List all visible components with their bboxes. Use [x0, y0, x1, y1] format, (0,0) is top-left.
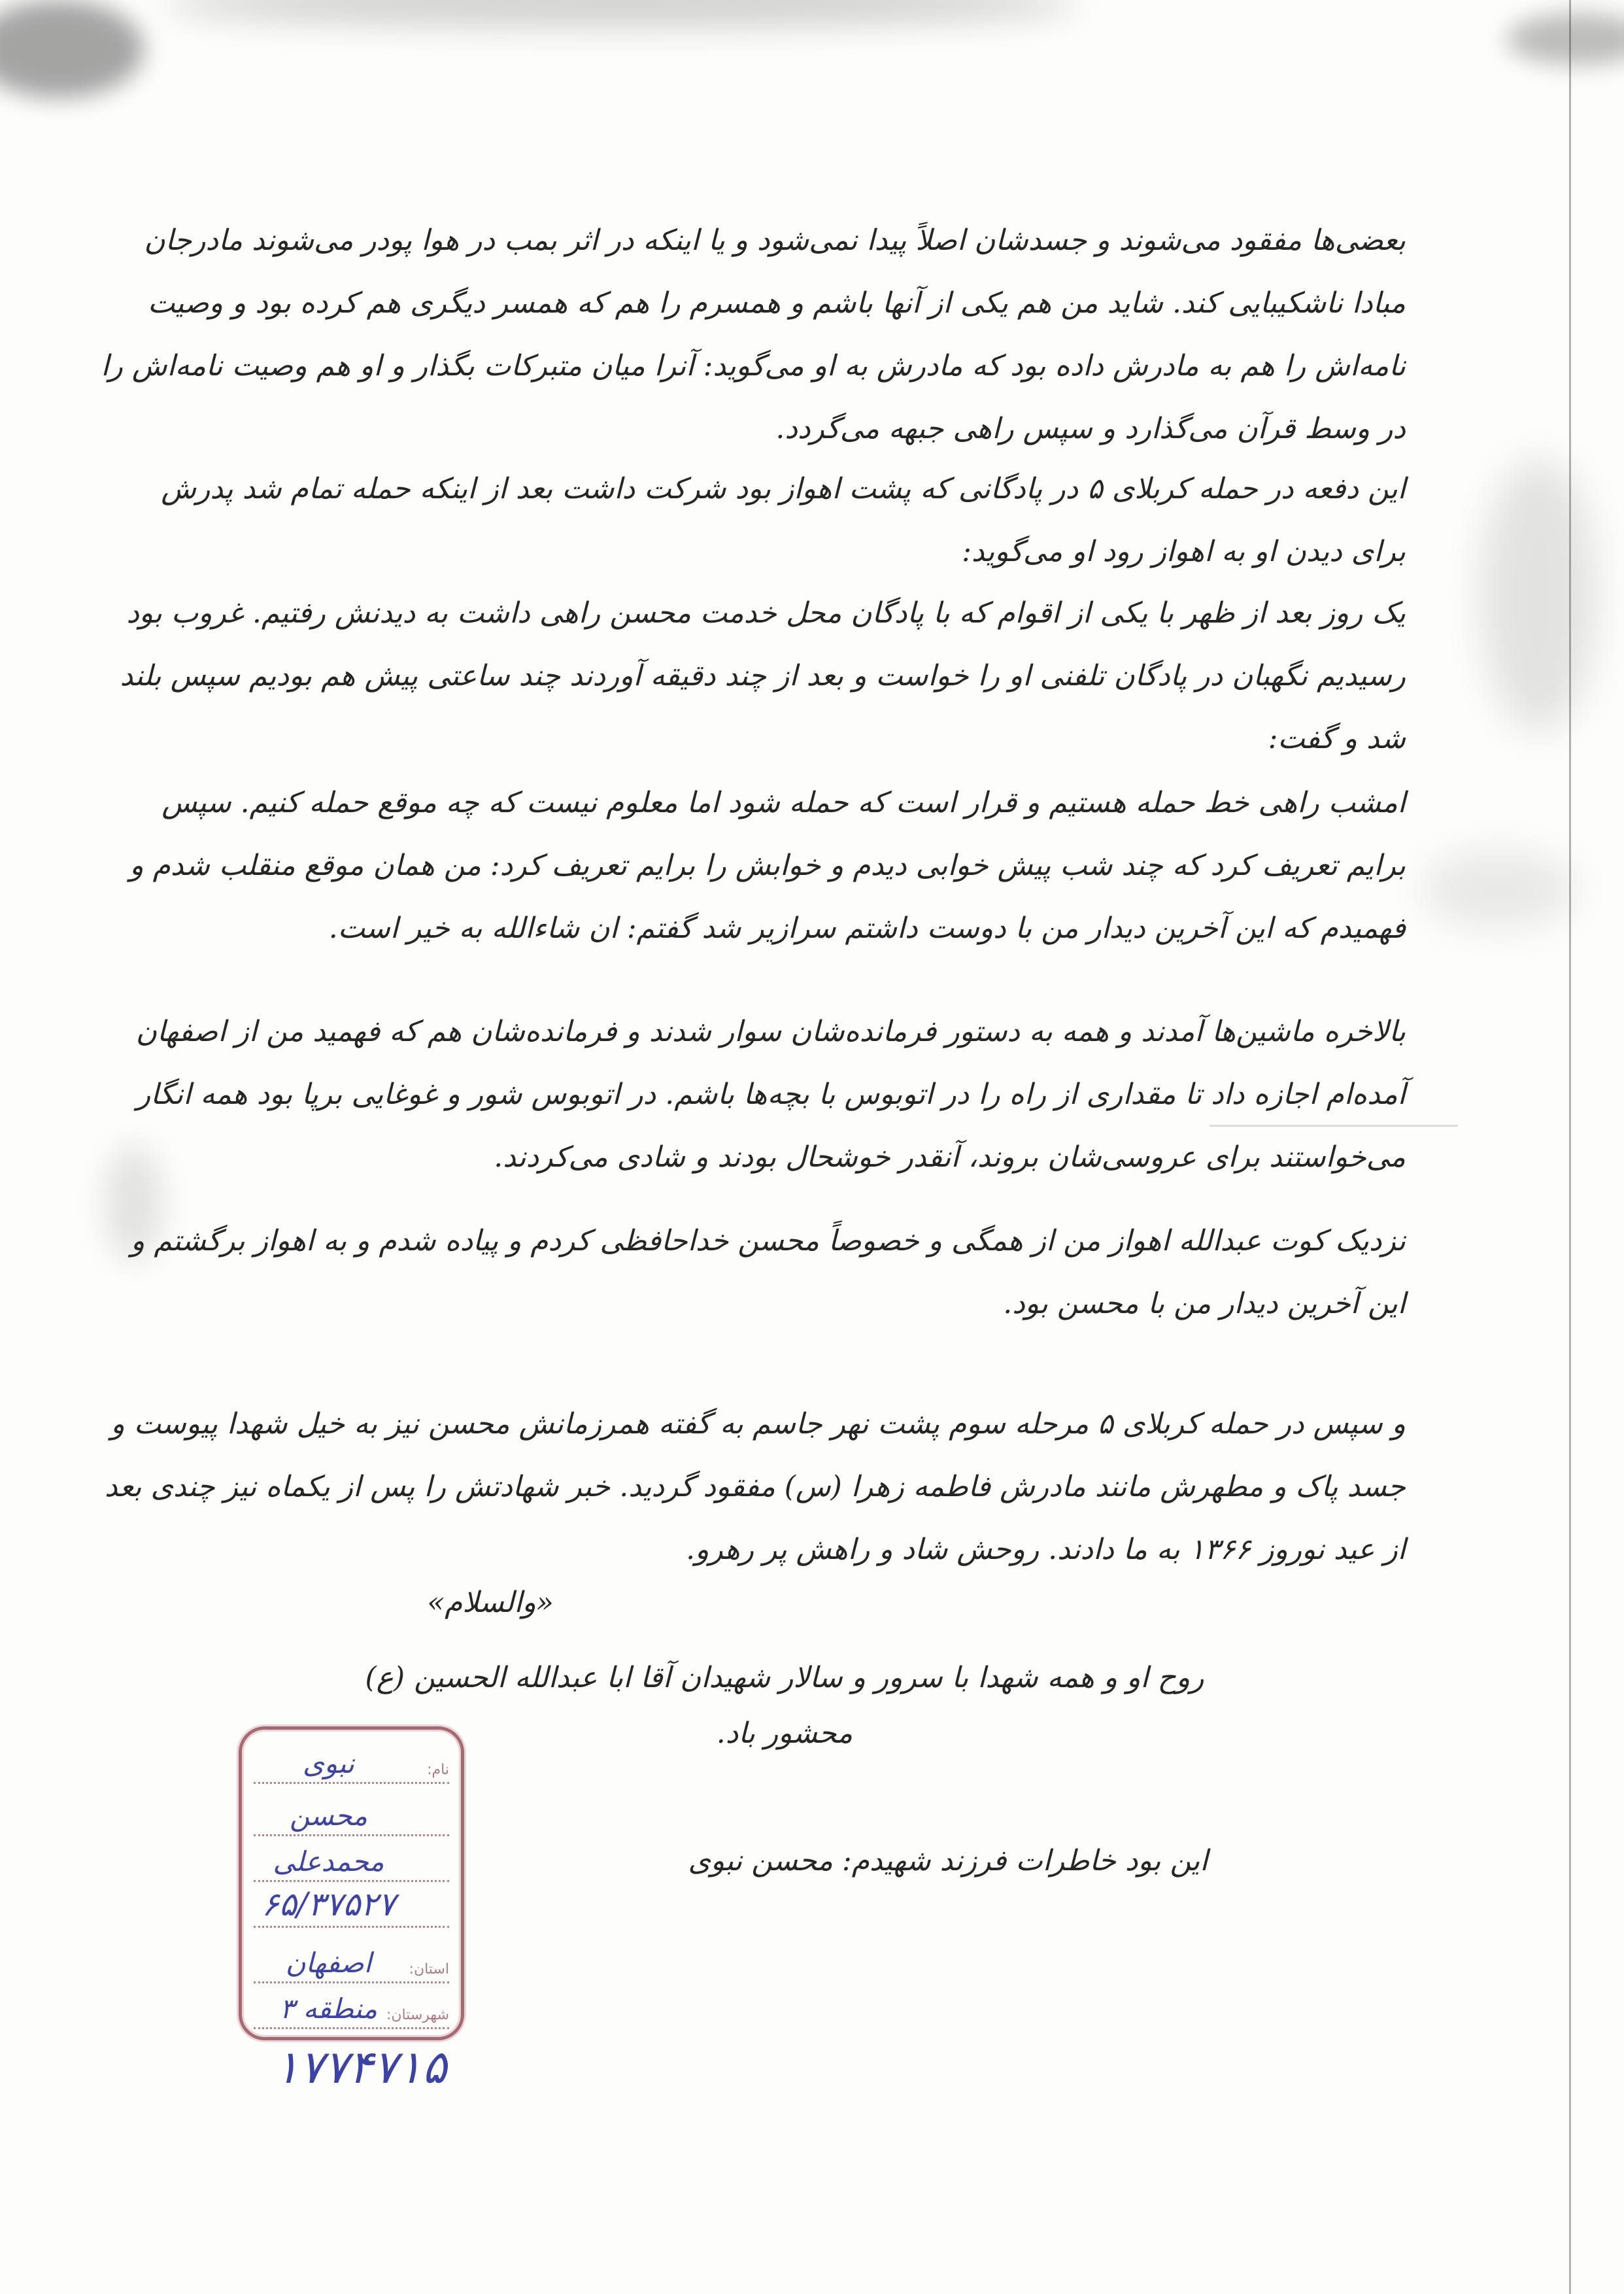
closing-salam: «والسلام» [427, 1586, 554, 1619]
paragraph-1: بعضی‌ها مفقود می‌شوند و جسدشان اصلاً پیدا نمی‌شود و یا اینکه در اثر بمب در هوا پودر می‌شوند مادرجان مبادا ناشکیبایی کند. شاید من هم یکی از آنها باشم و همسرم را هم که همسر دیگری هم کرده بود و وصیت نامه‌اش را هم به مادرش داده بود که مادرش به او می‌گوید: آنرا میان متبرکات بگذار و او هم وصیت نامه‌اش را در وسط قرآن می‌گذارد و سپس راهی جبهه می‌گردد. [101, 224, 1406, 445]
serial-number: ۱۷۷۴۷۱۵ [275, 2040, 447, 2094]
stamp-label: نام: [427, 1762, 449, 1778]
stamp-row [254, 1789, 449, 1836]
scan-edge-line [1569, 0, 1571, 2294]
paragraph-7: و سپس در حمله کربلای ۵ مرحله سوم پشت نهر جاسم به گفته همرزمانش محسن نیز به خیل شهدا پیوست و جسد پاک و مطهرش مانند مادرش فاطمه زهرا (س) مفقود گردید. خبر شهادتش را پس از یکماه نیز چندی بعد از عید نوروز ۱۳۶۶ به ما دادند. روحش شاد و راهش پر رهرو. [104, 1407, 1406, 1566]
paragraph-5: بالاخره ماشین‌ها آمدند و همه به دستور فرمانده‌شان سوار شدند و فرمانده‌شان هم که فهمید من از اصفهان آمده‌ام اجازه داد تا مقداری از راه را در اتوبوس با بچه‌ها باشم. در اتوبوس شور و غوغایی برپا بود همه انگار می‌خواستند برای عروسی‌شان بروند، آنقدر خوشحال بودند و شادی می‌کردند. [135, 1015, 1406, 1174]
stamp-row [254, 1981, 449, 2029]
stamp-label: شهرستان: [386, 2007, 449, 2023]
stamp-value-city: منطقه ۳ [279, 1993, 378, 2025]
scan-smudge [1421, 850, 1578, 929]
stamp-value-province: اصفهان [285, 1947, 372, 1979]
stamp-value-name: محسن [289, 1800, 368, 1832]
stamp-value-father: محمدعلی [273, 1845, 384, 1877]
scan-smudge [1480, 458, 1598, 732]
stamp-row [254, 1880, 449, 1928]
paragraph-6: نزدیک کوت عبدالله اهواز من از همگی و خصوصاً محسن خداحافظی کردم و پیاده شدم و به اهواز برگشتم و این آخرین دیدار من با محسن بود. [131, 1224, 1406, 1320]
archive-stamp [239, 1726, 464, 2040]
stamp-row [254, 1936, 449, 1983]
stamp-value-surname: نبوی [303, 1747, 354, 1779]
closing-prayer-line-2: محشور باد. [716, 1717, 853, 1750]
paragraph-2: این دفعه در حمله کربلای ۵ در پادگانی که پشت اهواز بود شرکت داشت بعد از اینکه حمله تمام شد پدرش برای دیدن او به اهواز رود او می‌گوید: [161, 472, 1406, 568]
author-line: این بود خاطرات فرزند شهیدم: محسن نبوی [688, 1844, 1208, 1877]
stamp-row [254, 1834, 449, 1882]
scan-smudge [0, 0, 144, 98]
stamp-label: استان: [409, 1961, 449, 1977]
closing-prayer-line: روح او و همه شهدا با سرور و سالار شهیدان آقا ابا عبدالله الحسین (ع) [365, 1661, 1204, 1694]
paragraph-4: امشب راهی خط حمله هستیم و قرار است که حمله شود اما معلوم نیست که چه موقع حمله کنیم. سپس برایم تعریف کرد که چند شب پیش خوابی دیدم و خوابش را برایم تعریف کرد: من همان موقع منقلب شدم و فهمیدم که این آخرین دیدار من با دوست داشتم سرازیر شد گفتم: ان شاءالله به خیر است. [129, 786, 1406, 945]
paragraph-3: یک روز بعد از ظهر با یکی از اقوام که با پادگان محل خدمت محسن راهی داشت به دیدنش رفتیم. غروب بود رسیدیم نگهبان در پادگان تلفنی او را خواست و بعد از چند دقیقه آوردند چند ساعتی پیش هم بودیم سپس بلند شد و گفت: [120, 596, 1406, 755]
stamp-value-id: ۶۵/۳۷۵۲۷ [262, 1885, 396, 1923]
scan-smudge [1506, 13, 1624, 65]
stamp-row [254, 1736, 449, 1784]
scan-smudge [163, 0, 1079, 26]
